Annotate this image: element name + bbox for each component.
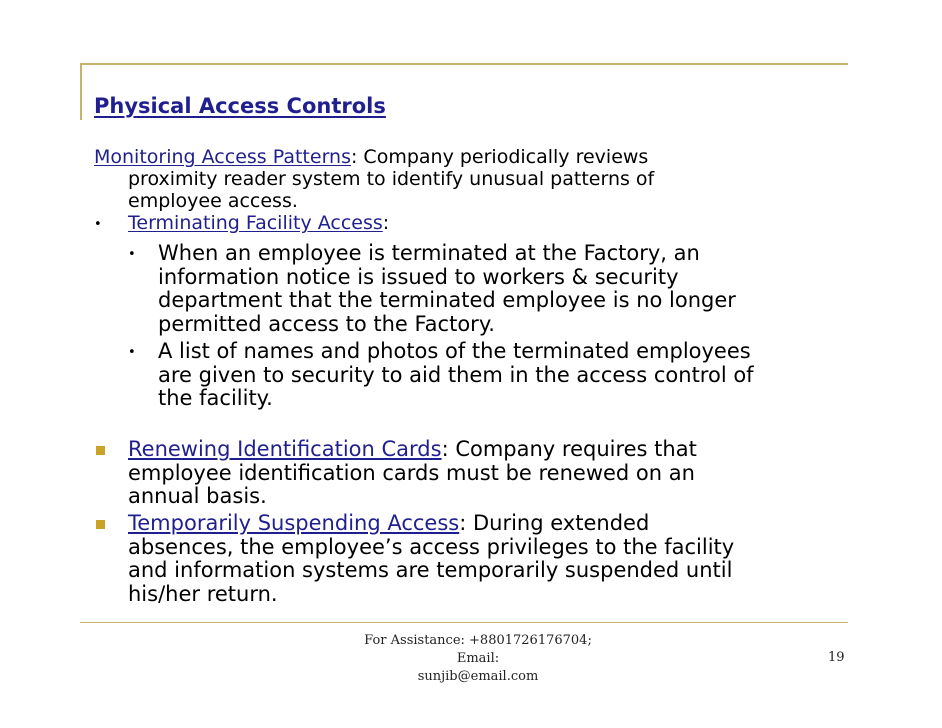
- terminated-notice-paragraph: When an employee is terminated at the Factory, an information notice is issued to workers & security department that the terminated employee is no longer permitted access to the Factory.: [158, 241, 736, 336]
- footer: [358, 632, 598, 686]
- sub-bullet-dot: •: [128, 345, 136, 360]
- suspending-paragraph: Temporarily Suspending Access: During extended absences, the employee’s access privileges to the facility and information systems are temporarily suspended until his/her return.: [128, 511, 735, 606]
- square-bullet: [96, 520, 105, 529]
- footer-contact: For Assistance: +8801726176704; Email:: [364, 633, 592, 666]
- terminating-heading: Terminating Facility Access:: [128, 212, 390, 234]
- names-photos-paragraph: A list of names and photos of the terminated employees are given to security to aid them in the access control of the facility.: [158, 339, 754, 410]
- left-rule: [80, 63, 82, 120]
- sub-bullet-dot: •: [128, 247, 136, 262]
- square-bullet: [96, 446, 105, 455]
- renewing-paragraph: Renewing Identification Cards: Company requires that employee identification cards must be renewed on an annual basis.: [128, 437, 697, 508]
- slide-title: Physical Access Controls: [94, 94, 386, 118]
- bottom-rule: [80, 622, 848, 623]
- top-rule: [80, 63, 848, 65]
- terminating-link[interactable]: Terminating Facility Access: [128, 212, 383, 234]
- footer-email: sunjib@email.com: [417, 669, 539, 684]
- monitoring-paragraph: Monitoring Access Patterns: Company periodically reviews proximity reader system to identify unusual patterns of employee access.: [94, 146, 655, 212]
- suspending-link[interactable]: Temporarily Suspending Access: [128, 511, 460, 535]
- renewing-link[interactable]: Renewing Identification Cards: [128, 437, 442, 461]
- page-number: 19: [828, 650, 845, 665]
- monitoring-link[interactable]: Monitoring Access Patterns: [94, 146, 351, 168]
- bullet-dot: •: [94, 217, 102, 232]
